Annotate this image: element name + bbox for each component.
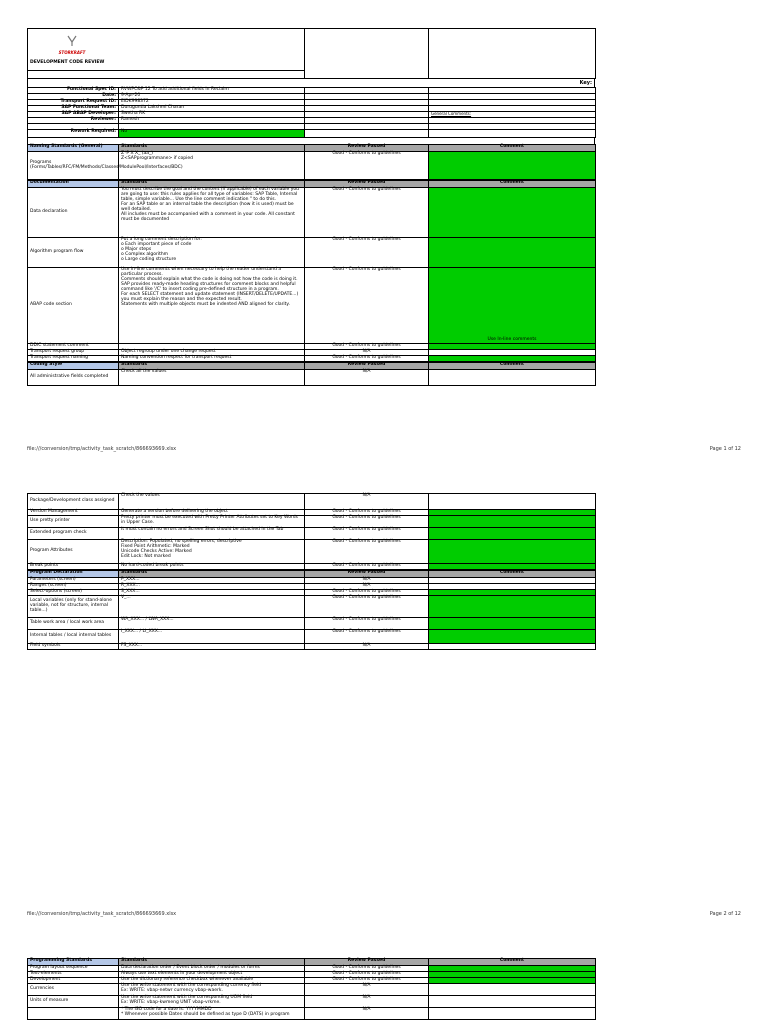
checklist-row	[28, 238, 596, 268]
standards-header: Standards	[119, 181, 305, 188]
row-standard: Use the write statement with the corresponding UOM field Ex: WRITE: vbap-kwmeng UNIT vbap-vrkme.	[119, 995, 305, 1007]
storkraft-logo-icon	[65, 34, 79, 48]
row-item: Algorithm program flow	[28, 238, 119, 268]
checklist-row	[28, 494, 596, 510]
checklist-row	[28, 369, 596, 385]
footer-page-1: Page 1 of 12	[709, 446, 741, 452]
row-item: Text-elements	[28, 971, 119, 977]
row-review: N/A	[305, 578, 429, 584]
row-review: N/A	[305, 983, 429, 995]
row-item: Extended program check	[28, 528, 119, 540]
review-header: Review Passed	[305, 145, 429, 152]
page-1-sheet	[27, 28, 595, 386]
row-review: Good - Conforms to guidelines	[305, 516, 429, 528]
checklist-row	[28, 268, 596, 344]
logo	[52, 34, 92, 55]
header-blank-2	[429, 29, 596, 79]
section-header-row	[28, 145, 596, 152]
row-item: Units of measure	[28, 995, 119, 1007]
row-item: Development	[28, 977, 119, 983]
row-review: Good - Conforms to guidelines	[305, 617, 429, 629]
program-declaration-section	[27, 570, 595, 650]
header-table	[27, 28, 596, 79]
row-standard: I_XXX... / LI_XXX...	[119, 629, 305, 643]
row-item: All administrative fields completed	[28, 369, 119, 385]
row-comment	[429, 629, 596, 643]
row-standard: Object regroup under one change request	[119, 349, 305, 355]
row-standard: It must contain no errors and Screen Shot should be attached in the Tab	[119, 528, 305, 540]
footer-path-2: file:///conversion/tmp/activity_task_scratch/866693669.xlsx	[27, 911, 177, 917]
row-comment	[429, 1007, 596, 1019]
row-review: Good - Conforms to guidelines	[305, 152, 429, 180]
info-label: Rework Required:	[28, 130, 119, 138]
row-item: Transport request naming	[28, 355, 119, 361]
row-review: Good - Conforms to guidelines	[305, 528, 429, 540]
section-header-row	[28, 181, 596, 188]
row-review: Good - Conforms to guidelines	[305, 966, 429, 972]
section-table	[27, 958, 596, 1020]
row-item: Local variables (only for stand-alone variable, not for structure, internal table...)	[28, 595, 119, 617]
row-standard: Description: Populated, no spelling errors, descriptive Fixed Point Arithmetic: Marked Unicode Checks Active: Marked Edit Lock: Not marked	[119, 540, 305, 564]
row-review: Good - Conforms to guidelines	[305, 188, 429, 238]
review-header: Review Passed	[305, 571, 429, 578]
footer-path-1: file:///conversion/tmp/activity_task_scratch/866693669.xlsx	[27, 446, 177, 452]
section-table	[27, 144, 596, 180]
info-value: 9-Apr-20	[119, 94, 305, 100]
comment-header: Comment	[429, 571, 596, 578]
logo-cell	[28, 29, 305, 61]
row-item: Internal tables / local internal tables	[28, 629, 119, 643]
general-comments-cell	[429, 130, 596, 138]
standards-header: Standards	[119, 959, 305, 966]
row-review: Good - Conforms to guidelines	[305, 344, 429, 350]
checklist-row	[28, 1007, 596, 1019]
row-comment	[429, 238, 596, 268]
checklist-row	[28, 629, 596, 643]
row-review: Good - Conforms to guidelines	[305, 564, 429, 570]
row-comment	[429, 152, 596, 180]
review-header: Review Passed	[305, 362, 429, 369]
row-review: Good - Conforms to guidelines	[305, 977, 429, 983]
row-comment	[429, 528, 596, 540]
row-comment: Use In-line comments	[429, 268, 596, 344]
row-item: Ranges (screen)	[28, 583, 119, 589]
section-table	[27, 180, 596, 362]
logo-text: STORKRAFT	[58, 50, 86, 56]
info-row	[28, 130, 596, 138]
row-standard: Use the write statement with the corresponding currency field Ex: WRITE: vbap-netwr currency vbap-waerk.	[119, 983, 305, 995]
row-comment	[429, 983, 596, 995]
info-value: Duruguntla Lakshmi Charan	[119, 106, 305, 112]
row-standard: Use in-line comments when necessary to help the reader understand a particular process. Comments should explain what the code is doing not how the code is doing it. SAP provides ready-made heading structures for comment blocks and helpful command like '/C' to insert coding pre-defined structure in a program. For each SELECT statement and update statement (INSERT/DELETE/UPDATE...) you must explain the reason and the expected result. Statements with multiple objects must be indented AND aligned for clarity.	[119, 268, 305, 344]
row-item: Table work area / local work area	[28, 617, 119, 629]
page-2-sheet	[27, 493, 595, 650]
review-header: Review Passed	[305, 959, 429, 966]
row-item	[28, 1007, 119, 1019]
checklist-row	[28, 152, 596, 180]
header-spacer	[28, 71, 305, 79]
row-item: Package/Development class assigned	[28, 494, 119, 510]
row-item: Parameters (screen)	[28, 578, 119, 584]
row-review: N/A	[305, 349, 429, 355]
key-label: Key:	[579, 80, 592, 86]
checklist-row	[28, 643, 596, 649]
key-row	[27, 79, 595, 87]
info-value: Swetha RK	[119, 112, 305, 118]
row-item: Break points	[28, 564, 119, 570]
row-item: ABAP code section	[28, 268, 119, 344]
row-standard: Put a long comment description for: o Each important piece of code o Major steps o Complex algorithm o Large coding structure	[119, 238, 305, 268]
page-title: DEVELOPMENT CODE REVIEW	[28, 61, 305, 71]
info-table	[27, 87, 596, 138]
checklist-row	[28, 564, 596, 570]
comment-header: Comment	[429, 181, 596, 188]
row-standard: Data declaration order / Event block order / modules or forms	[119, 966, 305, 972]
info-label: Reviewer:	[28, 118, 119, 124]
row-standard: * The ISO code for a date is: YYYYMMDD * Whenever possible Dates should be defined as type D (DATS) in program	[119, 1007, 305, 1019]
row-review: N/A	[305, 643, 429, 649]
row-standard: Pretty printer must be executed with Pretty Printer Attributes set to Key Words in Upper Case.	[119, 516, 305, 528]
row-item: Program Attributes	[28, 540, 119, 564]
comment-header: Comment	[429, 362, 596, 369]
row-comment	[429, 540, 596, 564]
row-review: Good - Conforms to guidelines	[305, 971, 429, 977]
row-review: Good - Conforms to guidelines	[305, 540, 429, 564]
section-table	[27, 570, 596, 650]
row-item: Use pretty printer	[28, 516, 119, 528]
general-comments-label: General Comments:	[429, 112, 596, 118]
row-review: Good - Conforms to guidelines	[305, 355, 429, 361]
row-review: Good - Conforms to guidelines	[305, 595, 429, 617]
row-review: N/A	[305, 369, 429, 385]
row-comment	[429, 516, 596, 528]
info-value: Ramesh	[119, 118, 305, 124]
section-title: Program Declaration	[28, 571, 119, 578]
standards-header: Standards	[119, 145, 305, 152]
row-item: DDIC statement comment	[28, 344, 119, 350]
checklist-row	[28, 617, 596, 629]
row-item: Programs (Forms/Tables/RFC/FM/Methods/Classes/ModulePool/Interfaces/BDC)	[28, 152, 119, 180]
row-standard: Check the values	[119, 494, 305, 510]
row-standard: Naming convention respect for transport request	[119, 355, 305, 361]
checklist-row	[28, 995, 596, 1007]
row-item: Select-options (screen)	[28, 589, 119, 595]
checklist-row	[28, 540, 596, 564]
checklist-row	[28, 188, 596, 238]
row-comment	[429, 188, 596, 238]
page-1-sections	[27, 144, 595, 386]
row-review: N/A	[305, 1007, 429, 1019]
row-item: Data declaration	[28, 188, 119, 238]
row-comment	[429, 617, 596, 629]
row-comment	[429, 995, 596, 1007]
row-comment	[429, 643, 596, 649]
checklist-row	[28, 983, 596, 995]
standards-header: Standards	[119, 362, 305, 369]
section-title: Documentation	[28, 181, 119, 188]
row-review: N/A	[305, 995, 429, 1007]
section-title: Coding Style	[28, 362, 119, 369]
row-review: Good - Conforms to guidelines	[305, 589, 429, 595]
row-review: N/A	[305, 494, 429, 510]
row-review: Good - Conforms to guidelines	[305, 629, 429, 643]
row-review: Good - Conforms to guidelines	[305, 510, 429, 516]
row-review: Good - Conforms to guidelines	[305, 238, 429, 268]
checklist-row	[28, 595, 596, 617]
info-blank	[305, 130, 429, 138]
info-label: Date:	[28, 94, 119, 100]
page-2-top-table	[27, 493, 596, 570]
footer-page-2: Page 2 of 12	[709, 911, 741, 917]
info-label: SAP Functional Team:	[28, 106, 119, 112]
row-comment	[429, 369, 596, 385]
row-standard: Generate a version before delivering the object	[119, 510, 305, 516]
row-comment	[429, 355, 596, 361]
info-label: Transport Request ID:	[28, 100, 119, 106]
row-item: Transport request group	[28, 349, 119, 355]
row-comment	[429, 595, 596, 617]
row-standard: Check all the values	[119, 369, 305, 385]
row-review: N/A	[305, 583, 429, 589]
info-label: SAP ABAP Developer:	[28, 112, 119, 118]
row-standard: No hard-coded break points	[119, 564, 305, 570]
section-header-row	[28, 571, 596, 578]
page-3-sheet	[27, 958, 595, 1020]
comment-header: Comment	[429, 959, 596, 966]
section-title: Naming Standards (General)	[28, 145, 119, 152]
standards-header: Standards	[119, 571, 305, 578]
row-review: Good - Conforms to guidelines	[305, 268, 429, 344]
section-title: Programming Standards	[28, 959, 119, 966]
row-standard: Z*P X X_ (aa_) Z<SAPprogrammane> if copied	[119, 152, 305, 180]
info-label: Functional Spec ID:	[28, 88, 119, 94]
programming-standards-section	[27, 958, 595, 1020]
row-item: Field symbols	[28, 643, 119, 649]
row-standard: P_XXX...	[119, 578, 305, 584]
row-standard: V_...	[119, 595, 305, 617]
row-standard: FS_XXX...	[119, 643, 305, 649]
row-item: Version Management	[28, 510, 119, 516]
row-standard: Always use text elements in your development object	[119, 971, 305, 977]
row-comment	[429, 494, 596, 510]
row-item: Program layout sequence	[28, 966, 119, 972]
row-item: Currencies	[28, 983, 119, 995]
info-value: No	[119, 130, 305, 138]
review-header: Review Passed	[305, 181, 429, 188]
comment-header: Comment	[429, 145, 596, 152]
row-standard: You must describe the goal and the content (if applicable) of each variable you are going to use: this rules applies for all type of variables: SAP Table, Internal table, simple variable... Use the line comment indication " to do this. For an SAP table or an internal table the description (how it is used) must be well detailed. All includes must be accompanied with a comment in your code. All constant must be documented	[119, 188, 305, 238]
checklist-row	[28, 355, 596, 361]
header-blank-1	[305, 29, 429, 79]
section-header-row	[28, 959, 596, 966]
checklist-row	[28, 516, 596, 528]
row-standard: S_XXX...	[119, 589, 305, 595]
row-standard: WA_XXX... / LWA_XXX...	[119, 617, 305, 629]
info-value: RVWPC&P 12 To add additional fields in Reclaim	[119, 88, 305, 94]
row-comment	[429, 564, 596, 570]
section-header-row	[28, 362, 596, 369]
checklist-row	[28, 528, 596, 540]
row-standard: Use the dictionary reference checkbox whenever available	[119, 977, 305, 983]
row-standard: R_XXX...	[119, 583, 305, 589]
section-table	[27, 362, 596, 386]
info-value: EIDK998372	[119, 100, 305, 106]
